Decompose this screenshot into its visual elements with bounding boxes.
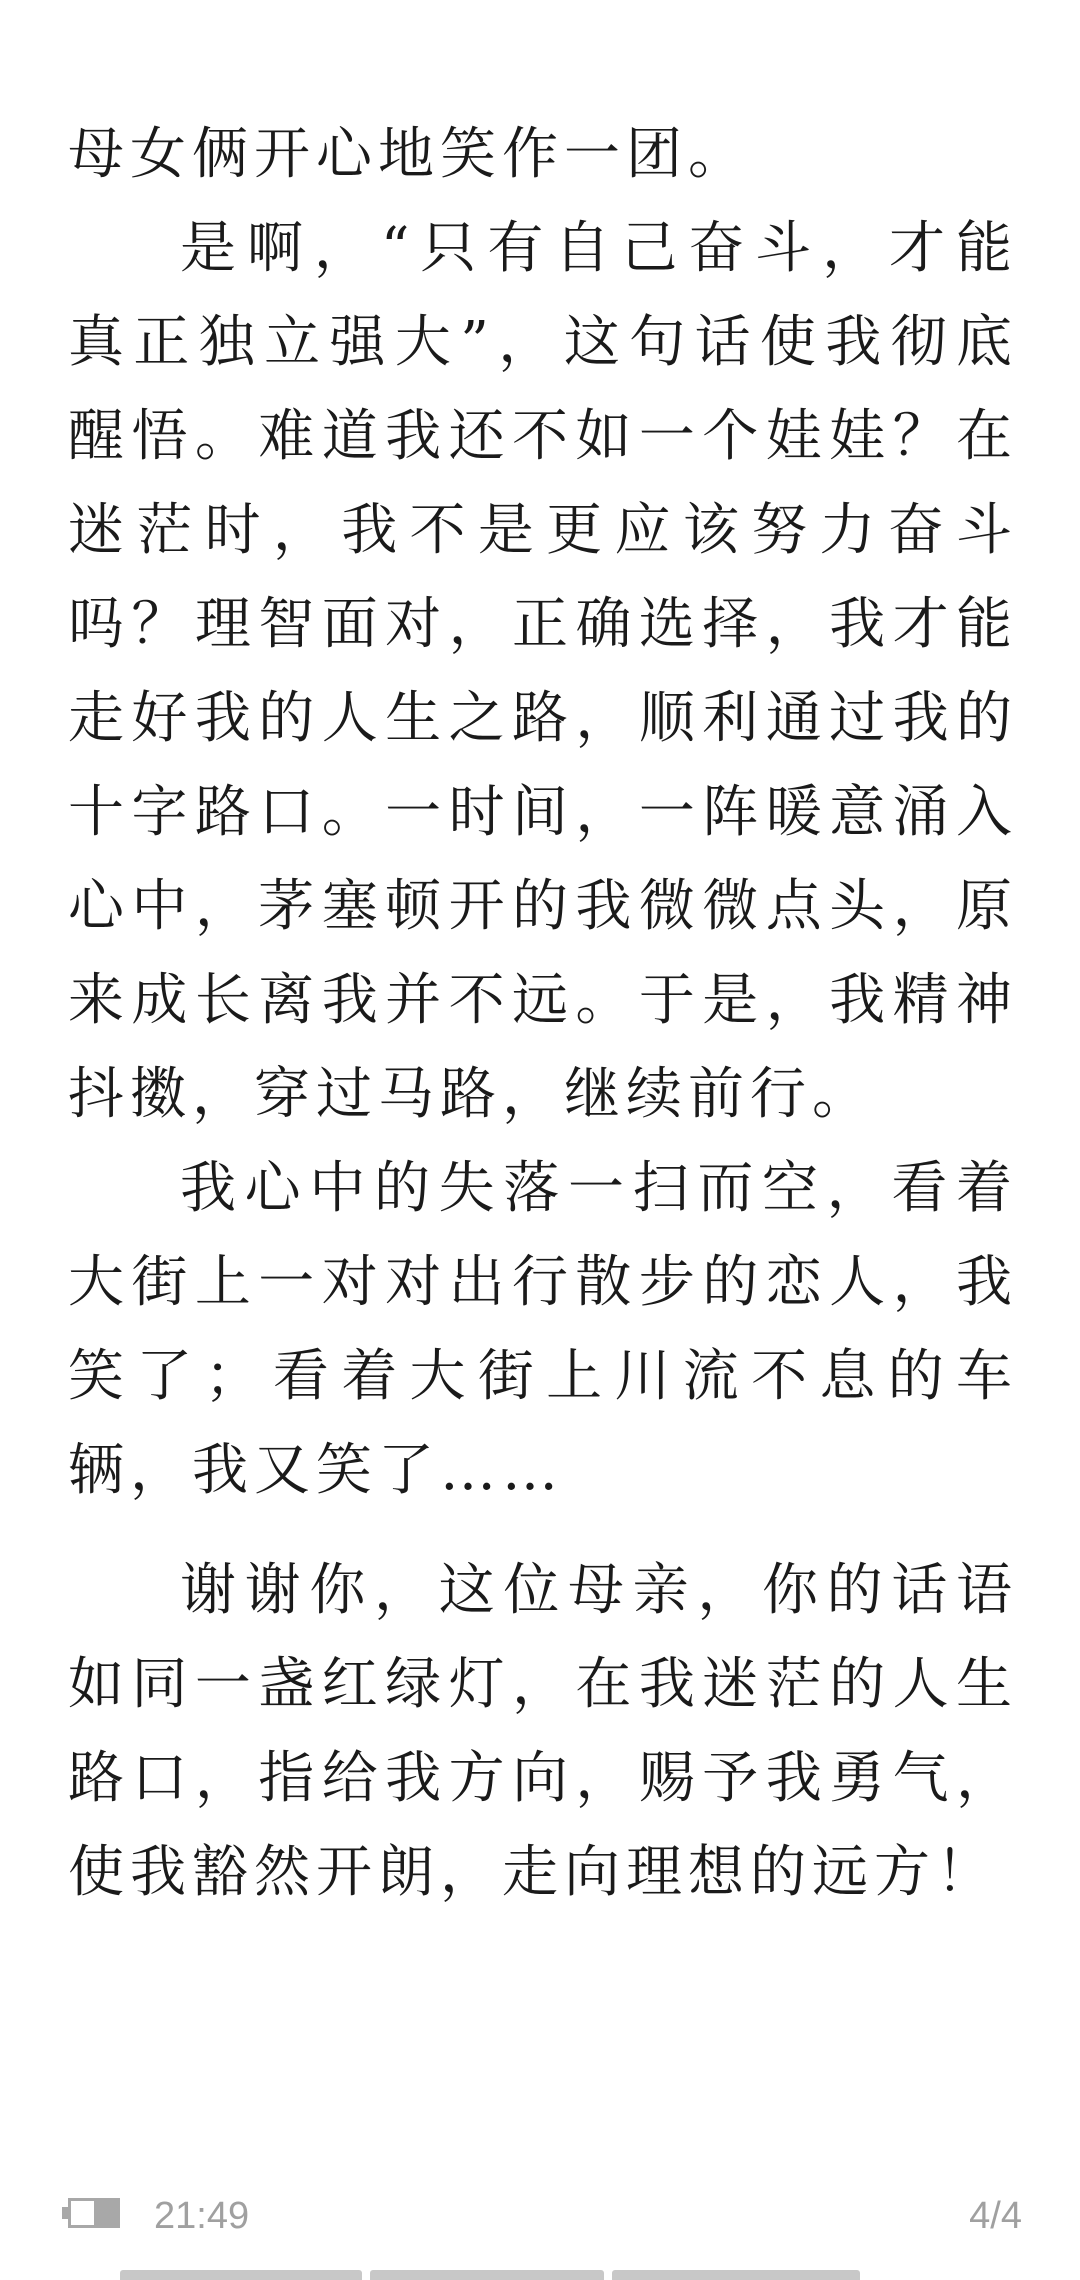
page-indicator: 4/4 — [969, 2195, 1022, 2237]
clock: 21:49 — [154, 2195, 250, 2237]
bottom-tabs — [120, 2270, 1020, 2280]
battery-icon — [62, 2198, 126, 2232]
bottom-tab-2 — [370, 2270, 604, 2280]
battery-fill — [94, 2201, 117, 2225]
status-bar — [62, 2188, 1022, 2244]
bottom-tab-1 — [120, 2270, 362, 2280]
paragraph-4: 谢谢你，这位母亲，你的话语如同一盏红绿灯，在我迷茫的人生路口，指给我方向，赐予我勇气，使我豁然开朗，走向理想的远方！ — [68, 1558, 1018, 1905]
paragraph-1: 母女俩开心地笑作一团。 — [68, 122, 750, 187]
text-column — [68, 108, 1018, 1920]
paragraph-3: 我心中的失落一扫而空，看着大街上一对对出行散步的恋人，我笑了；看着大街上川流不息的车辆，我又笑了…… — [68, 1156, 1018, 1503]
paragraph-2: 是啊，“只有自己奋斗，才能真正独立强大”，这句话使我彻底醒悟。难道我还不如一个娃娃？在迷茫时，我不是更应该努力奋斗吗？理智面对，正确选择，我才能走好我的人生之路，顺利通过我的十字路口。一时间，一阵暖意涌入心中，茅塞顿开的我微微点头，原来成长离我并不远。于是，我精神抖擞，穿过马路，继续前行。 — [68, 216, 1018, 1127]
bottom-tab-3 — [612, 2270, 860, 2280]
